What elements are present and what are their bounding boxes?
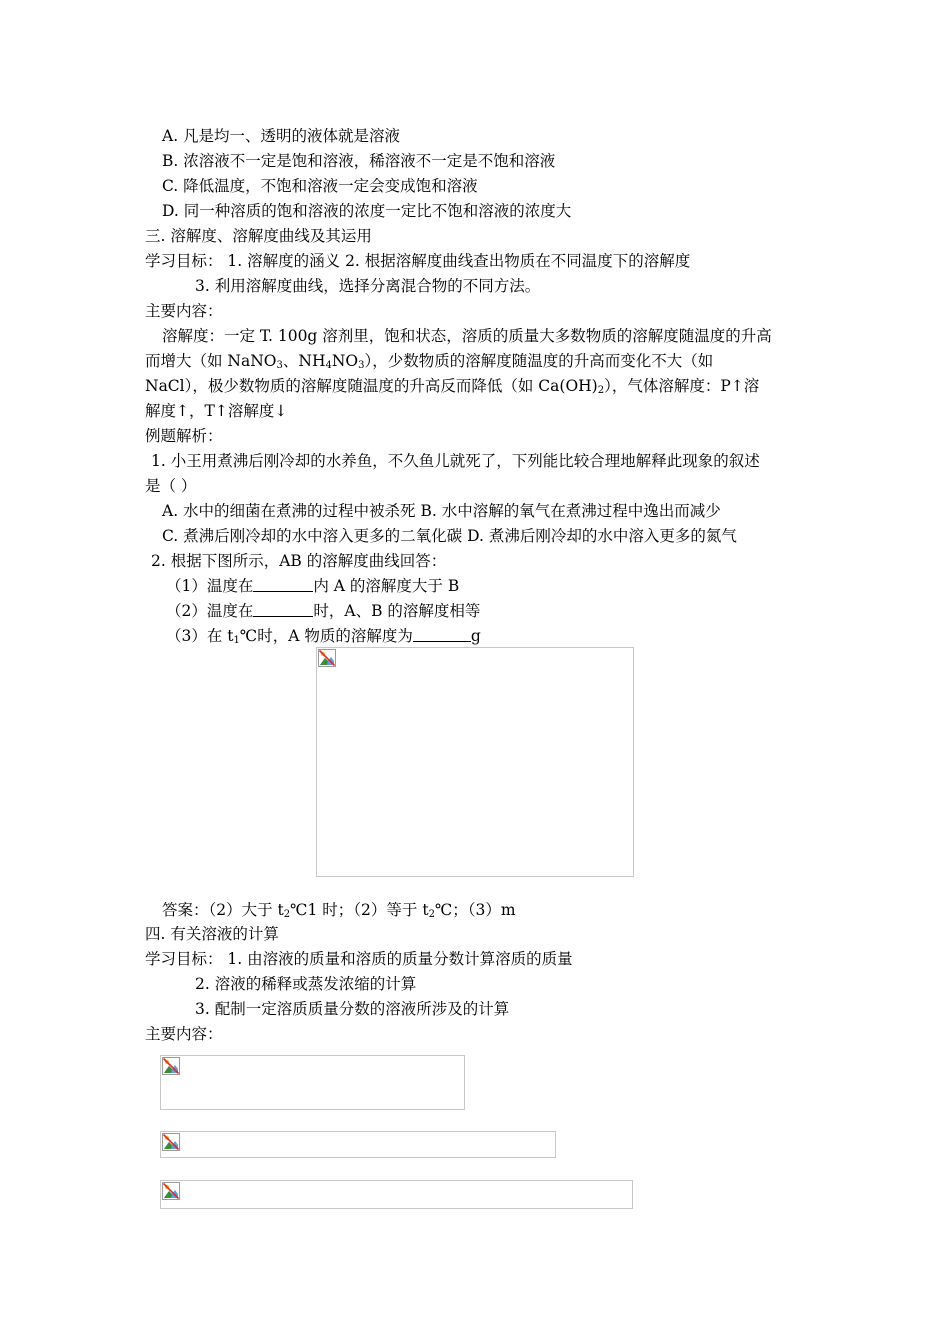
answer-blank	[413, 627, 471, 642]
option-b: B. 浓溶液不一定是饱和溶液，稀溶液不一定是不饱和溶液	[162, 152, 556, 170]
example-1-options-cd: C. 煮沸后刚冷却的水中溶入更多的二氧化碳 D. 煮沸后刚冷却的水中溶入更多的氮气	[162, 527, 737, 545]
examples-label: 例题解析：	[145, 427, 223, 445]
section3-title: 三. 溶解度、溶解度曲线及其运用	[145, 227, 372, 245]
formula-image-1	[160, 1055, 465, 1110]
broken-image-icon	[162, 1133, 180, 1151]
formula-image-3	[160, 1180, 633, 1209]
section4-main-label: 主要内容：	[145, 1025, 223, 1043]
example-2-part-3: （3）在 $t_1℃$时，A 物质的溶解度为 g	[166, 627, 481, 646]
answer-blank	[253, 602, 313, 617]
example-2-part-2: （2）温度在 时，A、B 的溶解度相等	[166, 602, 481, 620]
content-line-3: NaCl），极少数物质的溶解度随温度的升高反而降低（如 $Ca(OH)_2$），气体溶解度：P↑溶	[145, 377, 760, 396]
section4-title: 四. 有关溶液的计算	[145, 925, 279, 943]
broken-image-icon	[162, 1182, 180, 1200]
option-a: A. 凡是均一、透明的液体就是溶液	[162, 127, 401, 145]
section4-goal-3: 3. 配制一定溶质质量分数的溶液所涉及的计算	[195, 1000, 510, 1018]
section3-goal-1: 学习目标： 1. 溶解度的涵义 2. 根据溶解度曲线查出物质在不同温度下的溶解度	[145, 252, 691, 270]
content-line-1: 溶解度：一定 T. 100g 溶剂里，饱和状态，溶质的质量大多数物质的溶解度随温度的升高	[162, 327, 772, 345]
formula-image-2	[160, 1131, 556, 1158]
content-line-4: 解度↑，T↑溶解度↓	[145, 402, 288, 420]
section3-goal-2: 3. 利用溶解度曲线，选择分离混合物的不同方法。	[195, 277, 541, 295]
example-1-question-end: 是（ ）	[145, 477, 197, 495]
section4-goal-2: 2. 溶液的稀释或蒸发浓缩的计算	[195, 975, 417, 993]
example-2-answer: 答案：（2）大于 $t_2℃1$ 时；（2）等于 $t_2℃$；（3）m	[162, 901, 516, 920]
solubility-curve-image	[316, 647, 634, 877]
broken-image-icon	[318, 649, 336, 667]
example-2-part-1: （1）温度在 内 A 的溶解度大于 B	[166, 577, 460, 595]
option-d: D. 同一种溶质的饱和溶液的浓度一定比不饱和溶液的浓度大	[162, 202, 572, 220]
option-c: C. 降低温度，不饱和溶液一定会变成饱和溶液	[162, 177, 478, 195]
section4-goal-1: 学习目标： 1. 由溶液的质量和溶质的质量分数计算溶质的质量	[145, 950, 573, 968]
example-1-question: 1. 小王用煮沸后刚冷却的水养鱼，不久鱼儿就死了，下列能比较合理地解释此现象的叙述	[151, 452, 760, 470]
answer-blank	[253, 577, 313, 592]
broken-image-icon	[162, 1057, 180, 1075]
section3-main-label: 主要内容：	[145, 302, 223, 320]
example-2-question: 2. 根据下图所示，AB 的溶解度曲线回答：	[151, 552, 447, 570]
content-line-2: 而增大（如 NaNO$_3$、$NH_4NO_3$），少数物质的溶解度随温度的升高而变化不大（如	[145, 352, 714, 371]
example-1-options-ab: A. 水中的细菌在煮沸的过程中被杀死 B. 水中溶解的氧气在煮沸过程中逸出而减少	[162, 502, 721, 520]
